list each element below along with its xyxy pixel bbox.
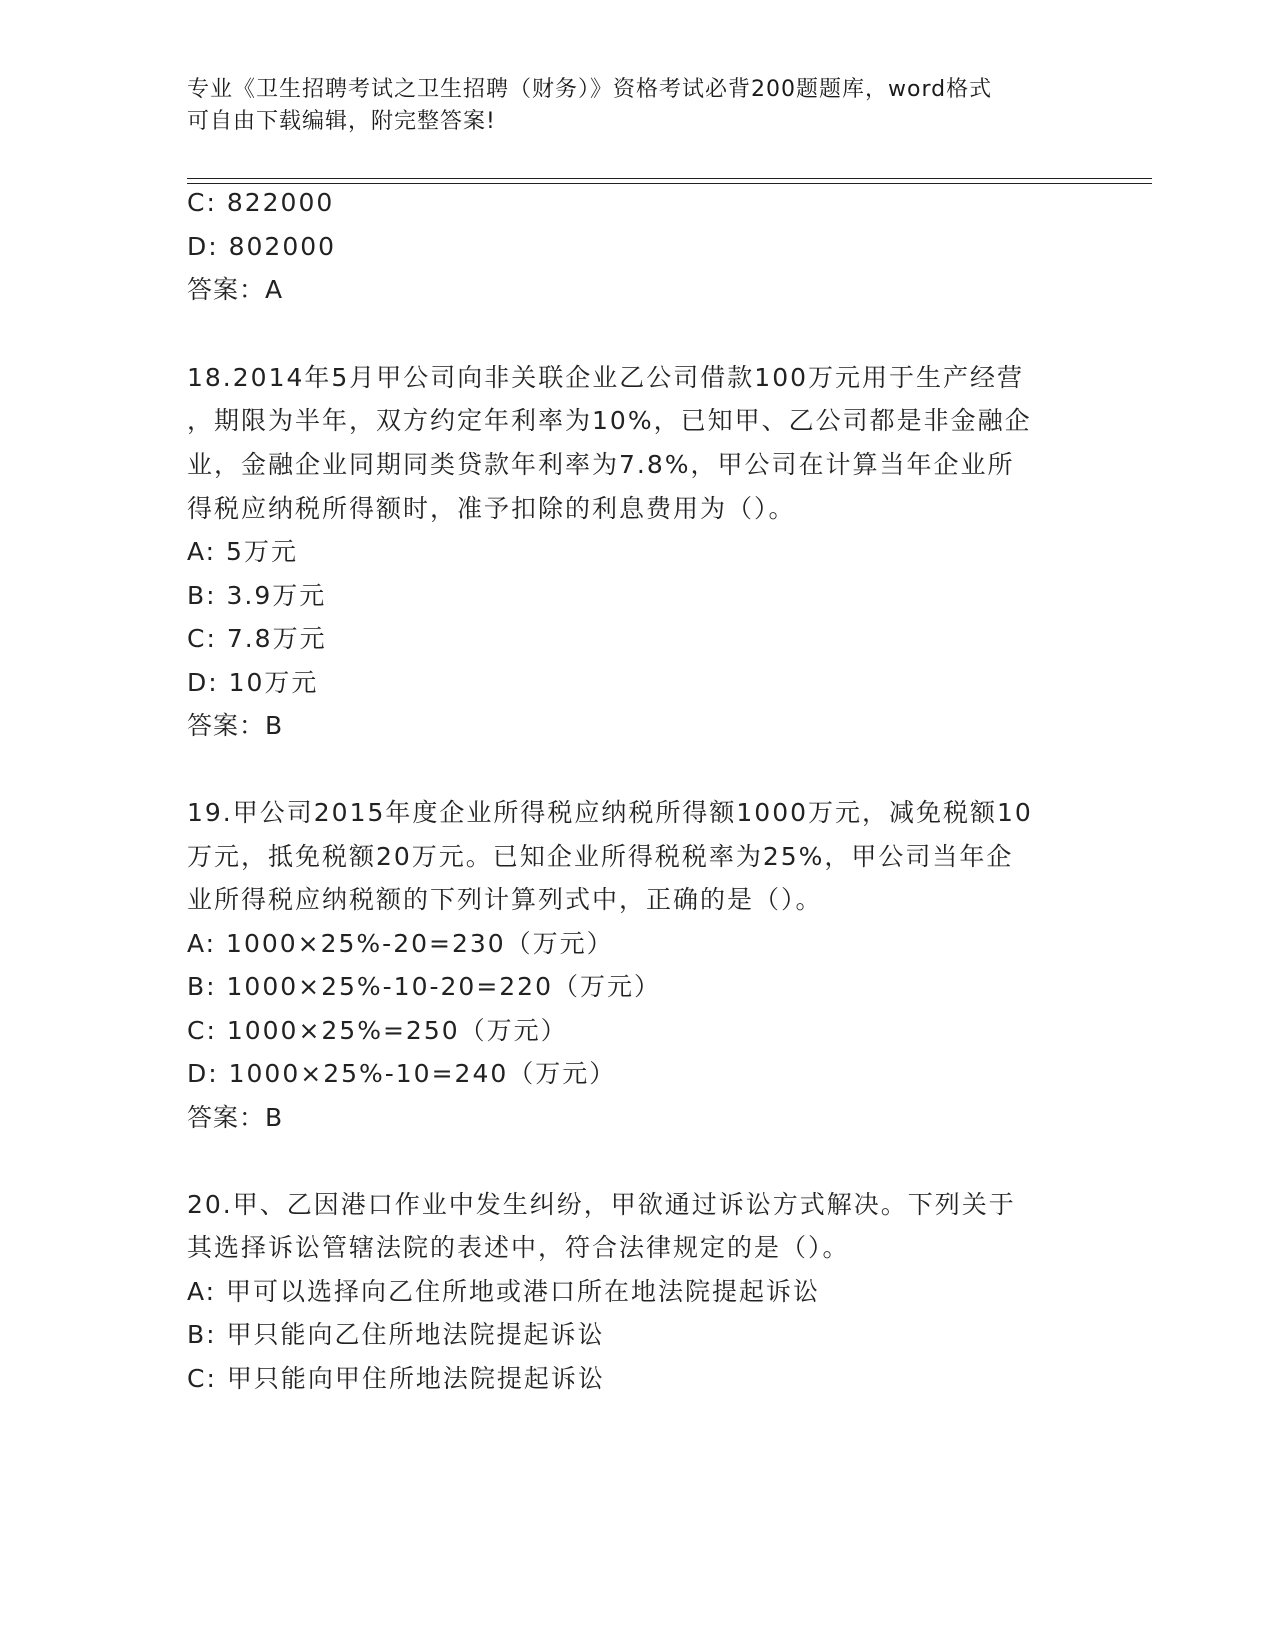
header-title-line-1: 专业《卫生招聘考试之卫生招聘（财务）》资格考试必背200题题库，word格式 <box>187 77 993 102</box>
q19-stem-line-3: 业所得税应纳税额的下列计算列式中，正确的是（）。 <box>187 885 823 914</box>
q18-stem-line-1: 18.2014年5月甲公司向非关联企业乙公司借款100万元用于生产经营 <box>187 363 1025 392</box>
q19-option-c: C: 1000×25%=250（万元） <box>187 1016 568 1045</box>
prev-answer: 答案：A <box>187 275 284 304</box>
q20-option-a: A: 甲可以选择向乙住所地或港口所在地法院提起诉讼 <box>187 1277 821 1306</box>
q20-option-b: B: 甲只能向乙住所地法院提起诉讼 <box>187 1320 605 1349</box>
q19-stem-line-2: 万元，抵免税额20万元。已知企业所得税税率为25%，甲公司当年企 <box>187 842 1014 871</box>
document-header <box>187 74 1087 138</box>
prev-option-c: C: 822000 <box>187 188 335 217</box>
q18-stem-line-4: 得税应纳税所得额时，准予扣除的利息费用为（）。 <box>187 494 796 523</box>
q18-answer: 答案：B <box>187 711 284 740</box>
q18-option-d: D: 10万元 <box>187 668 319 697</box>
q20-option-c: C: 甲只能向甲住所地法院提起诉讼 <box>187 1364 605 1393</box>
q20-stem-line-2: 其选择诉讼管辖法院的表述中，符合法律规定的是（）。 <box>187 1233 850 1262</box>
q19-option-a: A: 1000×25%-20=230（万元） <box>187 929 614 958</box>
q18-option-b: B: 3.9万元 <box>187 581 327 610</box>
q18-stem-line-3: 业，金融企业同期同类贷款年利率为7.8%，甲公司在计算当年企业所 <box>187 450 1015 479</box>
q18-option-a: A: 5万元 <box>187 537 298 566</box>
header-title-line-2: 可自由下载编辑，附完整答案! <box>187 109 496 134</box>
q18-option-c: C: 7.8万元 <box>187 624 327 653</box>
q19-answer: 答案：B <box>187 1103 284 1132</box>
q20-stem-line-1: 20.甲、乙因港口作业中发生纠纷，甲欲通过诉讼方式解决。下列关于 <box>187 1190 1016 1219</box>
q19-option-b: B: 1000×25%-10-20=220（万元） <box>187 972 661 1001</box>
q18-stem-line-2: ，期限为半年，双方约定年利率为10%，已知甲、乙公司都是非金融企 <box>187 406 1032 435</box>
prev-option-d: D: 802000 <box>187 232 337 261</box>
q19-option-d: D: 1000×25%-10=240（万元） <box>187 1059 617 1088</box>
header-divider-bottom <box>187 183 1152 184</box>
q19-stem-line-1: 19.甲公司2015年度企业所得税应纳税所得额1000万元，减免税额10 <box>187 798 1033 827</box>
header-divider-top <box>187 178 1152 179</box>
